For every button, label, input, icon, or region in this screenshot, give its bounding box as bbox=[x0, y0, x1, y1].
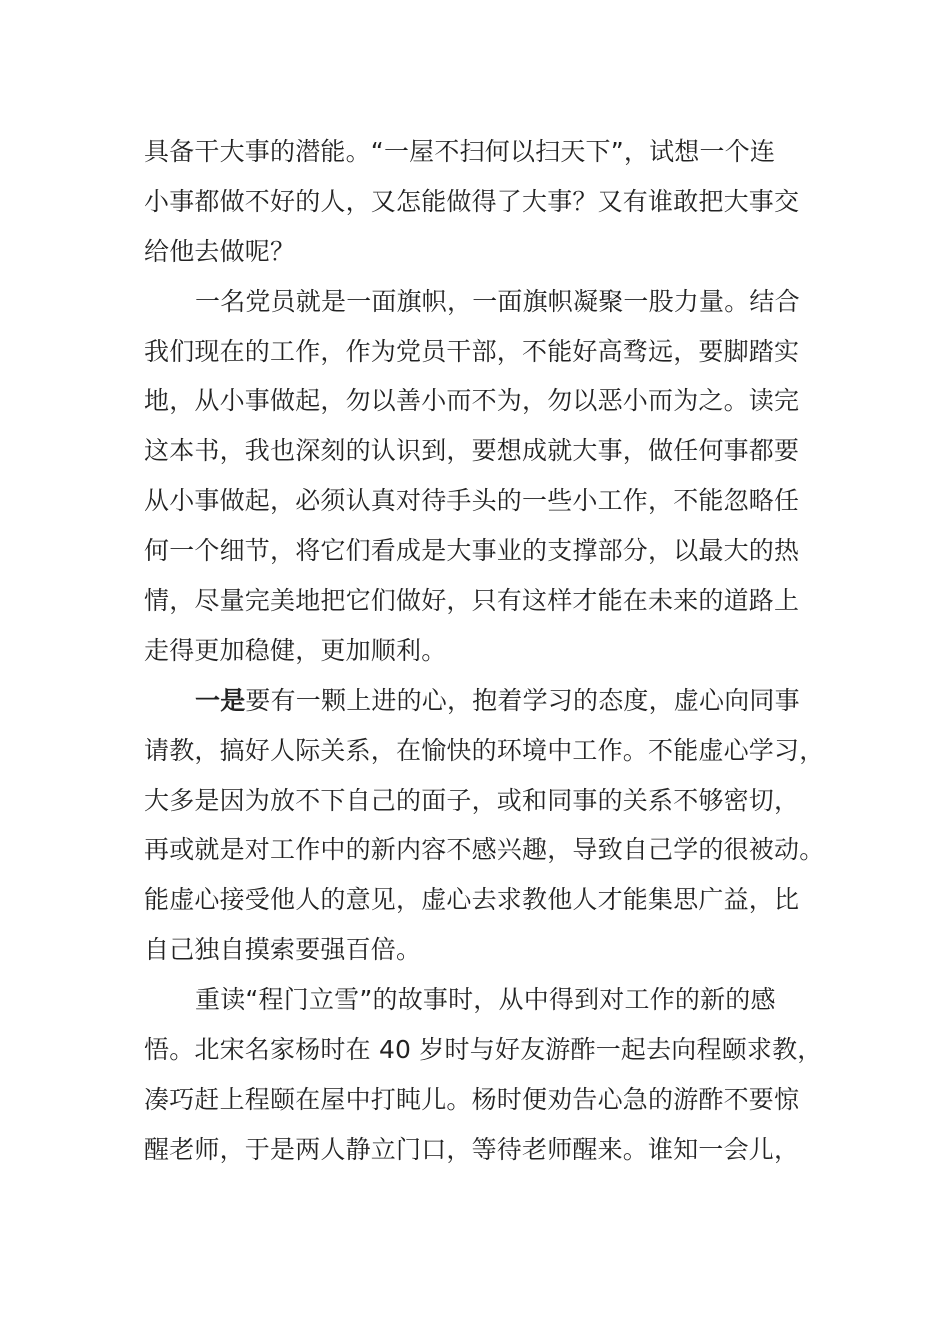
text-line bbox=[144, 676, 814, 726]
document-body bbox=[144, 127, 825, 1175]
text-line: 小事都做不好的人，又怎能做得了大事？又有谁敢把大事交 bbox=[144, 186, 800, 216]
text-line: 能虚心接受他人的意见，虚心去求教他人才能集思广益，比 bbox=[144, 885, 800, 915]
text-line: 具备干大事的潜能。“一屋不扫何以扫天下”，试想一个连 bbox=[144, 137, 776, 166]
text-line: 自己独自摸索要强百倍。 bbox=[144, 935, 422, 965]
text-line: 地，从小事做起，勿以善小而不为，勿以恶小而为之。读完 bbox=[144, 386, 800, 416]
text-line: 走得更加稳健，更加顺利。 bbox=[144, 635, 447, 665]
text-line: 从小事做起，必须认真对待手头的一些小工作，不能忽略任 bbox=[144, 486, 800, 516]
text-line: 再或就是对工作中的新内容不感兴趣，导致自己学的很被动。 bbox=[144, 835, 825, 865]
text-line: 醒老师，于是两人静立门口，等待老师醒来。谁知一会儿， bbox=[144, 1134, 800, 1164]
text-line: 情，尽量完美地把它们做好，只有这样才能在未来的道路上 bbox=[144, 586, 800, 616]
text-line: 这本书，我也深刻的认识到，要想成就大事，做任何事都要 bbox=[144, 436, 800, 466]
text-line: 大多是因为放不下自己的面子，或和同事的关系不够密切， bbox=[144, 785, 800, 815]
text-line: 重读“程门立雪”的故事时，从中得到对工作的新的感 bbox=[195, 985, 776, 1015]
text-line: 悟。北宋名家杨时在 40 岁时与好友游酢一起去向程颐求教， bbox=[144, 1035, 823, 1065]
text-line: 请教，搞好人际关系，在愉快的环境中工作。不能虚心学习， bbox=[144, 735, 825, 765]
paragraph-4 bbox=[144, 975, 823, 1175]
paragraph-1 bbox=[144, 127, 814, 277]
text-span: 要有一颗上进的心，抱着学习的态度，虚心向同事 bbox=[245, 685, 800, 715]
paragraph-2 bbox=[144, 277, 814, 676]
text-line: 一名党员就是一面旗帜，一面旗帜凝聚一股力量。结合 bbox=[195, 286, 800, 316]
bold-lead: 一是 bbox=[195, 685, 246, 715]
text-line: 我们现在的工作，作为党员干部，不能好高骛远，要脚踏实 bbox=[144, 336, 800, 366]
paragraph-3 bbox=[144, 676, 825, 975]
text-line: 何一个细节，将它们看成是大事业的支撑部分，以最大的热 bbox=[144, 536, 800, 566]
text-line: 给他去做呢？ bbox=[144, 236, 296, 266]
text-line: 凑巧赶上程颐在屋中打盹儿。杨时便劝告心急的游酢不要惊 bbox=[144, 1084, 800, 1114]
